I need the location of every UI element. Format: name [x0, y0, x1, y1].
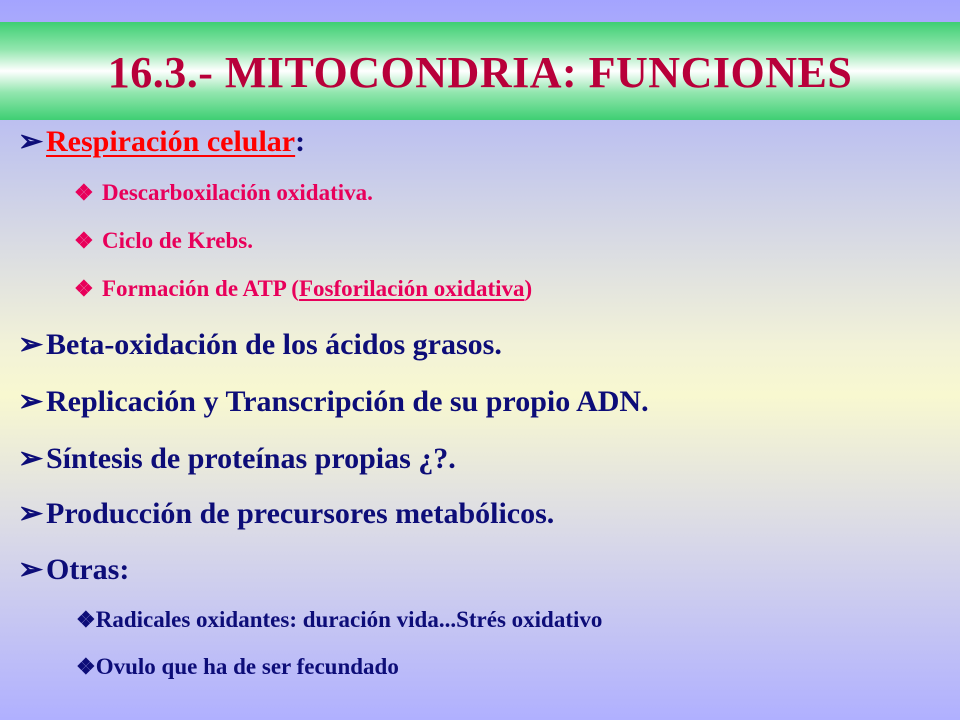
diamond-bullet-icon: ❖ [74, 180, 94, 205]
respiracion-colon: : [295, 125, 306, 158]
sub-item-radicales [76, 607, 602, 633]
diamond-bullet-icon: ❖ [76, 607, 96, 632]
sub-item-formacion [74, 276, 532, 302]
sub-item-label: Ciclo de Krebs. [102, 228, 253, 253]
arrow-bullet-icon: ➢ [18, 497, 44, 530]
fosforilacion-text: Fosforilación oxidativa [298, 276, 525, 301]
list-item-replicacion [18, 384, 649, 419]
list-item-label: Replicación y Transcripción de su propio ADN. [46, 385, 649, 418]
list-item-otras [18, 552, 129, 587]
list-item-label: Otras: [46, 553, 130, 586]
list-item-label: Beta-oxidación de los ácidos grasos. [46, 328, 502, 361]
arrow-bullet-icon: ➢ [18, 442, 44, 475]
list-item-respiracion [18, 124, 305, 159]
slide-title: 16.3.- MITOCONDRIA: FUNCIONES [107, 48, 853, 97]
sub-item-label: Ovulo que ha de ser fecundado [95, 654, 399, 679]
arrow-bullet-icon: ➢ [18, 328, 44, 361]
arrow-bullet-icon: ➢ [18, 125, 44, 158]
diamond-bullet-icon: ❖ [74, 276, 94, 301]
arrow-bullet-icon: ➢ [18, 553, 44, 586]
diamond-bullet-icon: ❖ [76, 654, 96, 679]
sub-item-ovulo [76, 654, 399, 680]
list-item-label: Producción de precursores metabólicos. [46, 497, 555, 530]
diamond-bullet-icon: ❖ [74, 228, 94, 253]
list-item-produccion [18, 496, 554, 531]
arrow-bullet-icon: ➢ [18, 385, 44, 418]
sub-item-label: Radicales oxidantes: duración vida...Strés oxidativo [95, 607, 603, 632]
list-item-label: Síntesis de proteínas propias ¿?. [46, 442, 456, 475]
respiracion-label: Respiración celular [46, 125, 296, 158]
formacion-suffix: ) [524, 276, 533, 301]
sub-item-descarboxilacion [74, 180, 373, 206]
sub-item-krebs [74, 228, 253, 254]
sub-item-label: Descarboxilación oxidativa. [102, 180, 373, 205]
list-item-sintesis [18, 441, 456, 476]
list-item-beta [18, 327, 502, 362]
formacion-prefix: Formación de ATP ( [102, 276, 299, 301]
